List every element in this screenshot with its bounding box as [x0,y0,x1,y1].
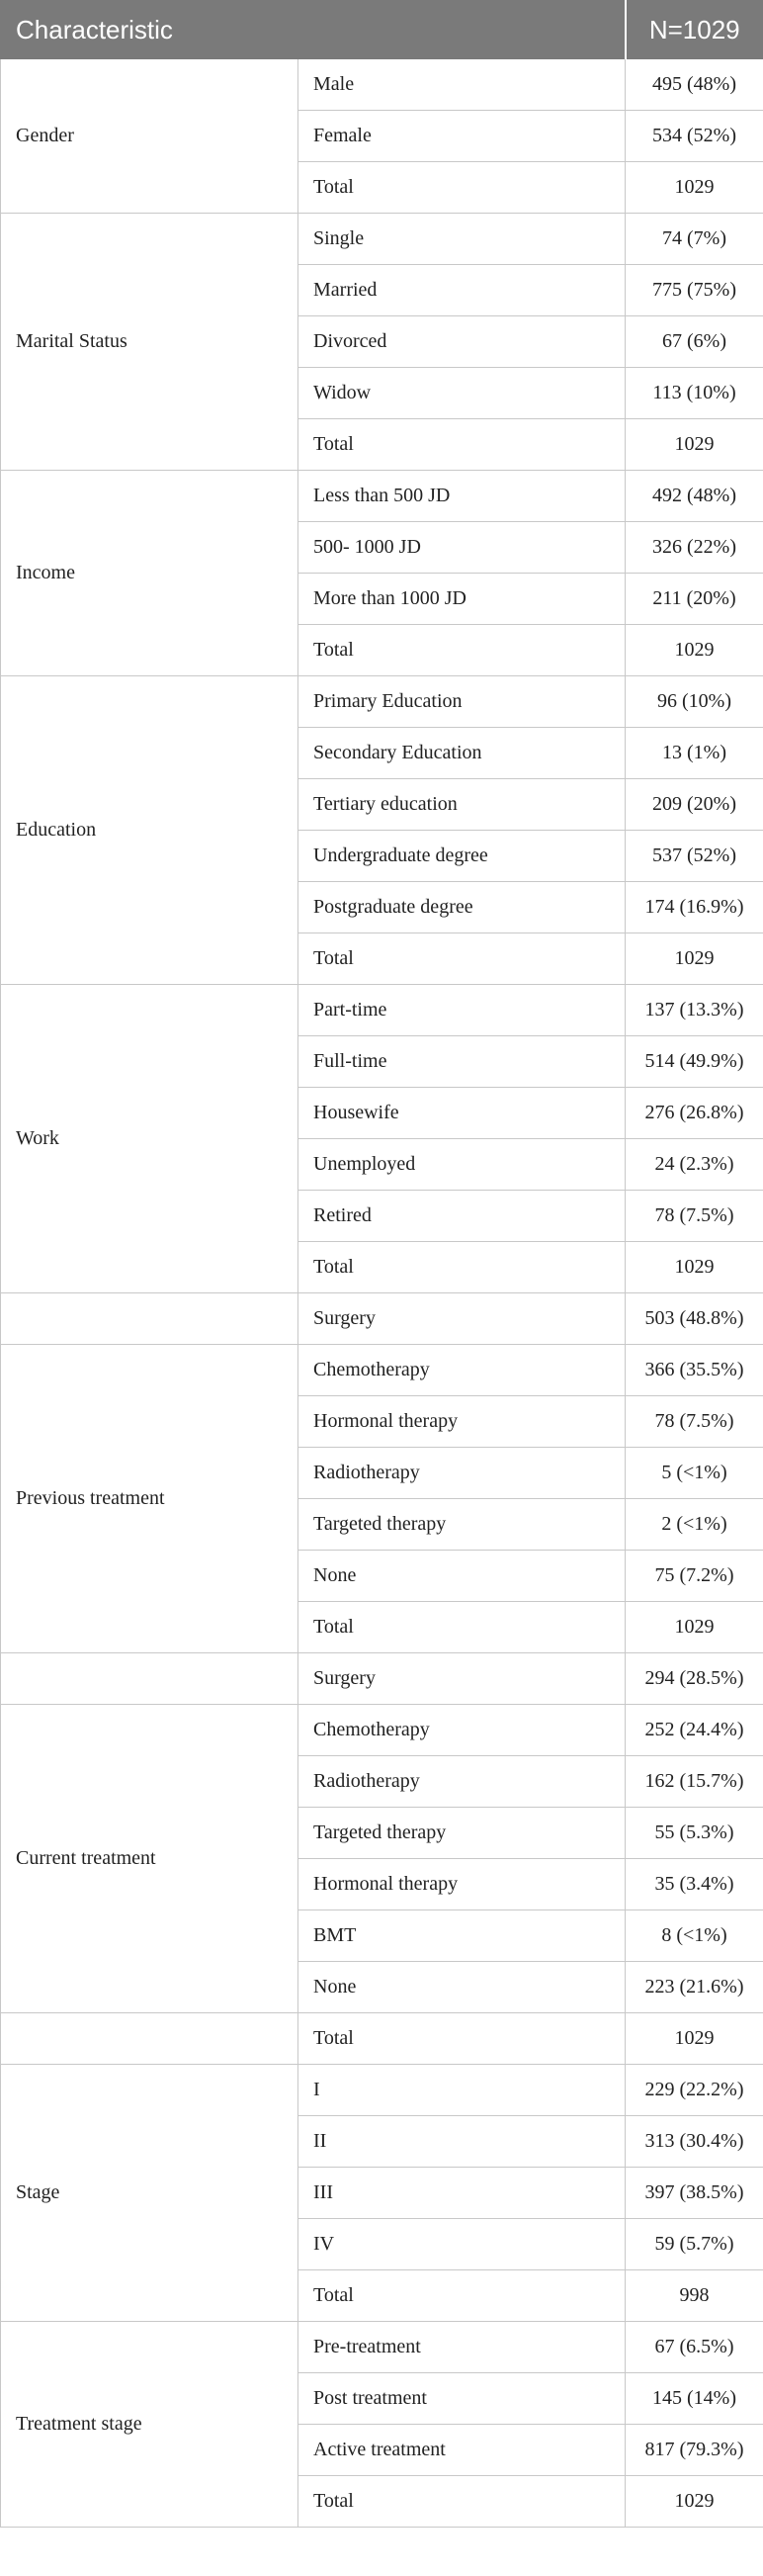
count-value: 1029 [626,162,763,214]
item-label: Total [298,1602,626,1653]
item-label: Male [298,59,626,111]
category-label [1,2013,298,2065]
item-label: Active treatment [298,2425,626,2476]
count-value: 313 (30.4%) [626,2116,763,2168]
count-value: 137 (13.3%) [626,985,763,1036]
count-value: 998 [626,2270,763,2322]
count-value: 495 (48%) [626,59,763,111]
item-label: Hormonal therapy [298,1396,626,1448]
table-row [1,2065,763,2116]
count-value: 1029 [626,2013,763,2065]
count-value: 75 (7.2%) [626,1551,763,1602]
count-value: 35 (3.4%) [626,1859,763,1910]
item-label: Postgraduate degree [298,882,626,933]
count-value: 1029 [626,419,763,471]
count-value: 209 (20%) [626,779,763,831]
count-value: 223 (21.6%) [626,1962,763,2013]
count-value: 326 (22%) [626,522,763,574]
header-n: N=1029 [626,1,763,59]
item-label: II [298,2116,626,2168]
item-label: Post treatment [298,2373,626,2425]
count-value: 162 (15.7%) [626,1756,763,1808]
count-value: 145 (14%) [626,2373,763,2425]
count-value: 13 (1%) [626,728,763,779]
table-row [1,2013,763,2065]
count-value: 174 (16.9%) [626,882,763,933]
item-label: Married [298,265,626,316]
item-label: Total [298,2270,626,2322]
item-label: Secondary Education [298,728,626,779]
count-value: 78 (7.5%) [626,1191,763,1242]
count-value: 74 (7%) [626,214,763,265]
count-value: 5 (<1%) [626,1448,763,1499]
item-label: Housewife [298,1088,626,1139]
item-label: Undergraduate degree [298,831,626,882]
item-label: Surgery [298,1653,626,1705]
item-label: Female [298,111,626,162]
item-label: Total [298,933,626,985]
count-value: 775 (75%) [626,265,763,316]
item-label: 500- 1000 JD [298,522,626,574]
item-label: I [298,2065,626,2116]
item-label: IV [298,2219,626,2270]
count-value: 229 (22.2%) [626,2065,763,2116]
item-label: More than 1000 JD [298,574,626,625]
item-label: Total [298,162,626,214]
table-row [1,1345,763,1396]
table-row [1,1293,763,1345]
category-label: Income [1,471,298,676]
item-label: Single [298,214,626,265]
item-label: Total [298,419,626,471]
count-value: 78 (7.5%) [626,1396,763,1448]
count-value: 366 (35.5%) [626,1345,763,1396]
header-row [1,1,763,59]
item-label: Chemotherapy [298,1345,626,1396]
category-label: Current treatment [1,1705,298,2013]
count-value: 59 (5.7%) [626,2219,763,2270]
count-value: 503 (48.8%) [626,1293,763,1345]
item-label: Pre-treatment [298,2322,626,2373]
count-value: 817 (79.3%) [626,2425,763,2476]
count-value: 1029 [626,2476,763,2528]
item-label: Total [298,1242,626,1293]
item-label: Total [298,2476,626,2528]
count-value: 1029 [626,1242,763,1293]
table-row [1,1653,763,1705]
count-value: 67 (6.5%) [626,2322,763,2373]
category-label [1,1653,298,1705]
item-label: III [298,2168,626,2219]
count-value: 514 (49.9%) [626,1036,763,1088]
item-label: Tertiary education [298,779,626,831]
header-characteristic: Characteristic [1,1,626,59]
table-row [1,1705,763,1756]
count-value: 1029 [626,625,763,676]
table-row [1,2322,763,2373]
table-row [1,59,763,111]
item-label: Full-time [298,1036,626,1088]
count-value: 276 (26.8%) [626,1088,763,1139]
item-label: Targeted therapy [298,1499,626,1551]
item-label: None [298,1551,626,1602]
category-label: Treatment stage [1,2322,298,2528]
count-value: 1029 [626,933,763,985]
count-value: 537 (52%) [626,831,763,882]
count-value: 492 (48%) [626,471,763,522]
item-label: Part-time [298,985,626,1036]
item-label: Divorced [298,316,626,368]
category-label: Previous treatment [1,1345,298,1653]
count-value: 252 (24.4%) [626,1705,763,1756]
count-value: 67 (6%) [626,316,763,368]
item-label: BMT [298,1910,626,1962]
count-value: 113 (10%) [626,368,763,419]
count-value: 55 (5.3%) [626,1808,763,1859]
item-label: Targeted therapy [298,1808,626,1859]
count-value: 534 (52%) [626,111,763,162]
category-label: Stage [1,2065,298,2322]
table-row [1,471,763,522]
item-label: Less than 500 JD [298,471,626,522]
item-label: None [298,1962,626,2013]
item-label: Radiotherapy [298,1448,626,1499]
category-label: Work [1,985,298,1293]
item-label: Widow [298,368,626,419]
category-label: Education [1,676,298,985]
item-label: Radiotherapy [298,1756,626,1808]
item-label: Primary Education [298,676,626,728]
count-value: 96 (10%) [626,676,763,728]
item-label: Unemployed [298,1139,626,1191]
category-label: Marital Status [1,214,298,471]
count-value: 8 (<1%) [626,1910,763,1962]
item-label: Chemotherapy [298,1705,626,1756]
item-label: Hormonal therapy [298,1859,626,1910]
count-value: 397 (38.5%) [626,2168,763,2219]
count-value: 211 (20%) [626,574,763,625]
count-value: 1029 [626,1602,763,1653]
table-row [1,214,763,265]
count-value: 24 (2.3%) [626,1139,763,1191]
table-body [1,59,763,2528]
item-label: Retired [298,1191,626,1242]
item-label: Surgery [298,1293,626,1345]
table-row [1,676,763,728]
count-value: 2 (<1%) [626,1499,763,1551]
category-label [1,1293,298,1345]
item-label: Total [298,2013,626,2065]
count-value: 294 (28.5%) [626,1653,763,1705]
category-label: Gender [1,59,298,214]
item-label: Total [298,625,626,676]
table-row [1,985,763,1036]
